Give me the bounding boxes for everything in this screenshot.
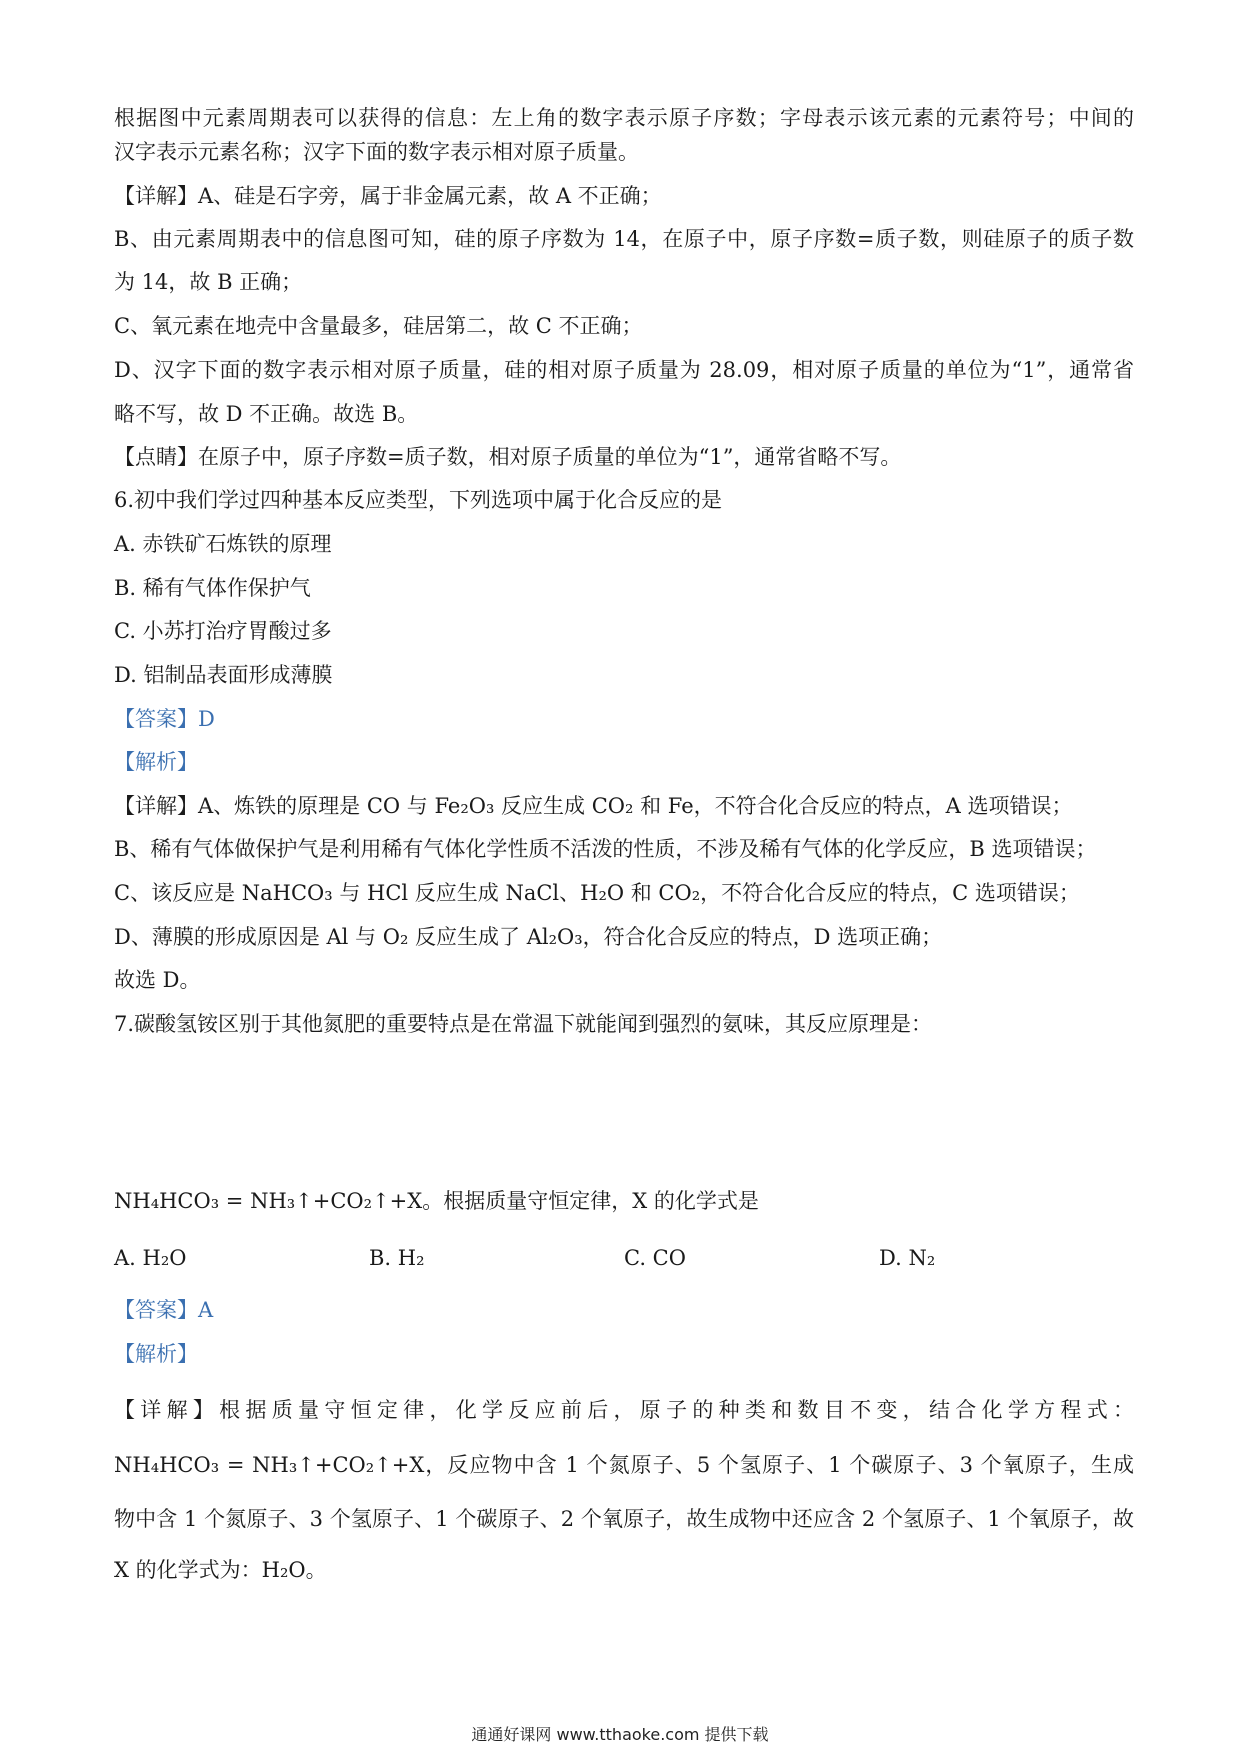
text-line: C、该反应是 NaHCO₃ 与 HCl 反应生成 NaCl、H₂O 和 CO₂，不符合化合反应的特点，C 选项错误； [114,881,1080,905]
footer-text: 通通好课网 www.tthaoke.com 提供下载 [471,1725,769,1744]
text-line: 故选 D。 [114,968,201,992]
text-line: B、稀有气体做保护气是利用稀有气体化学性质不活泼的性质，不涉及稀有气体的化学反应，B 选项错误； [114,837,1097,861]
tip-line: 【点睛】在原子中，原子序数=质子数，相对原子质量的单位为“1”，通常省略不写。 [114,445,902,469]
analysis-label: 【解析】 [114,1342,198,1366]
text-line: D、薄膜的形成原因是 Al 与 O₂ 反应生成了 Al₂O₃，符合化合反应的特点，D 选项正确； [114,925,943,949]
answer-label: 【答案】D [114,707,215,731]
option-a: A. 赤铁矿石炼铁的原理 [114,532,332,556]
text-line: B、由元素周期表中的信息图可知，硅的原子序数为 14，在原子中，原子序数=质子数，则硅原子的质子数 [114,227,1134,251]
text-line: D、汉字下面的数字表示相对原子质量，硅的相对原子质量为 28.09，相对原子质量的单位为“1”，通常省 [114,358,1134,382]
text-line: 【详解】A、炼铁的原理是 CO 与 Fe₂O₃ 反应生成 CO₂ 和 Fe，不符合化合反应的特点，A 选项错误； [114,794,1073,818]
option-c: C. 小苏打治疗胃酸过多 [114,619,332,643]
question-6: 6.初中我们学过四种基本反应类型，下列选项中属于化合反应的是 [114,488,723,512]
option-b: B. 稀有气体作保护气 [114,576,311,600]
analysis-label: 【解析】 [114,750,198,774]
option-c: C. CO [624,1246,686,1270]
answer-label: 【答案】A [114,1298,214,1322]
option-a: A. H₂O [114,1246,187,1270]
text-line: 物中含 1 个氮原子、3 个氢原子、1 个碳原子、2 个氧原子，故生成物中还应含 2 个氢原子、1 个氧原子，故 [114,1507,1134,1531]
text-line: C、氧元素在地壳中含量最多，硅居第二，故 C 不正确； [114,314,643,338]
text-line: 汉字表示元素名称；汉字下面的数字表示相对原子质量。 [114,140,639,164]
text-line: 略不写，故 D 不正确。故选 B。 [114,402,419,426]
text-line: 【详解】A、硅是石字旁，属于非金属元素，故 A 不正确； [114,184,662,208]
question-7: 7.碳酸氢铵区别于其他氮肥的重要特点是在常温下就能闻到强烈的氨味，其反应原理是： [114,1012,933,1036]
options-row [114,1243,1134,1273]
text-line: NH₄HCO₃ = NH₃↑+CO₂↑+X，反应物中含 1 个氮原子、5 个氢原子、1 个碳原子、3 个氧原子，生成 [114,1453,1134,1477]
text-line: X 的化学式为：H₂O。 [114,1558,327,1582]
option-d: D. N₂ [879,1246,936,1270]
text-line: 【详解】根据质量守恒定律，化学反应前后，原子的种类和数目不变，结合化学方程式： [114,1398,1134,1422]
option-b: B. H₂ [369,1246,425,1270]
equation-line: NH₄HCO₃ = NH₃↑+CO₂↑+X。根据质量守恒定律，X 的化学式是 [114,1189,759,1213]
text-line: 为 14，故 B 正确； [114,270,303,294]
option-d: D. 铝制品表面形成薄膜 [114,663,333,687]
text-line: 根据图中元素周期表可以获得的信息：左上角的数字表示原子序数；字母表示该元素的元素符号；中间的 [114,106,1134,130]
